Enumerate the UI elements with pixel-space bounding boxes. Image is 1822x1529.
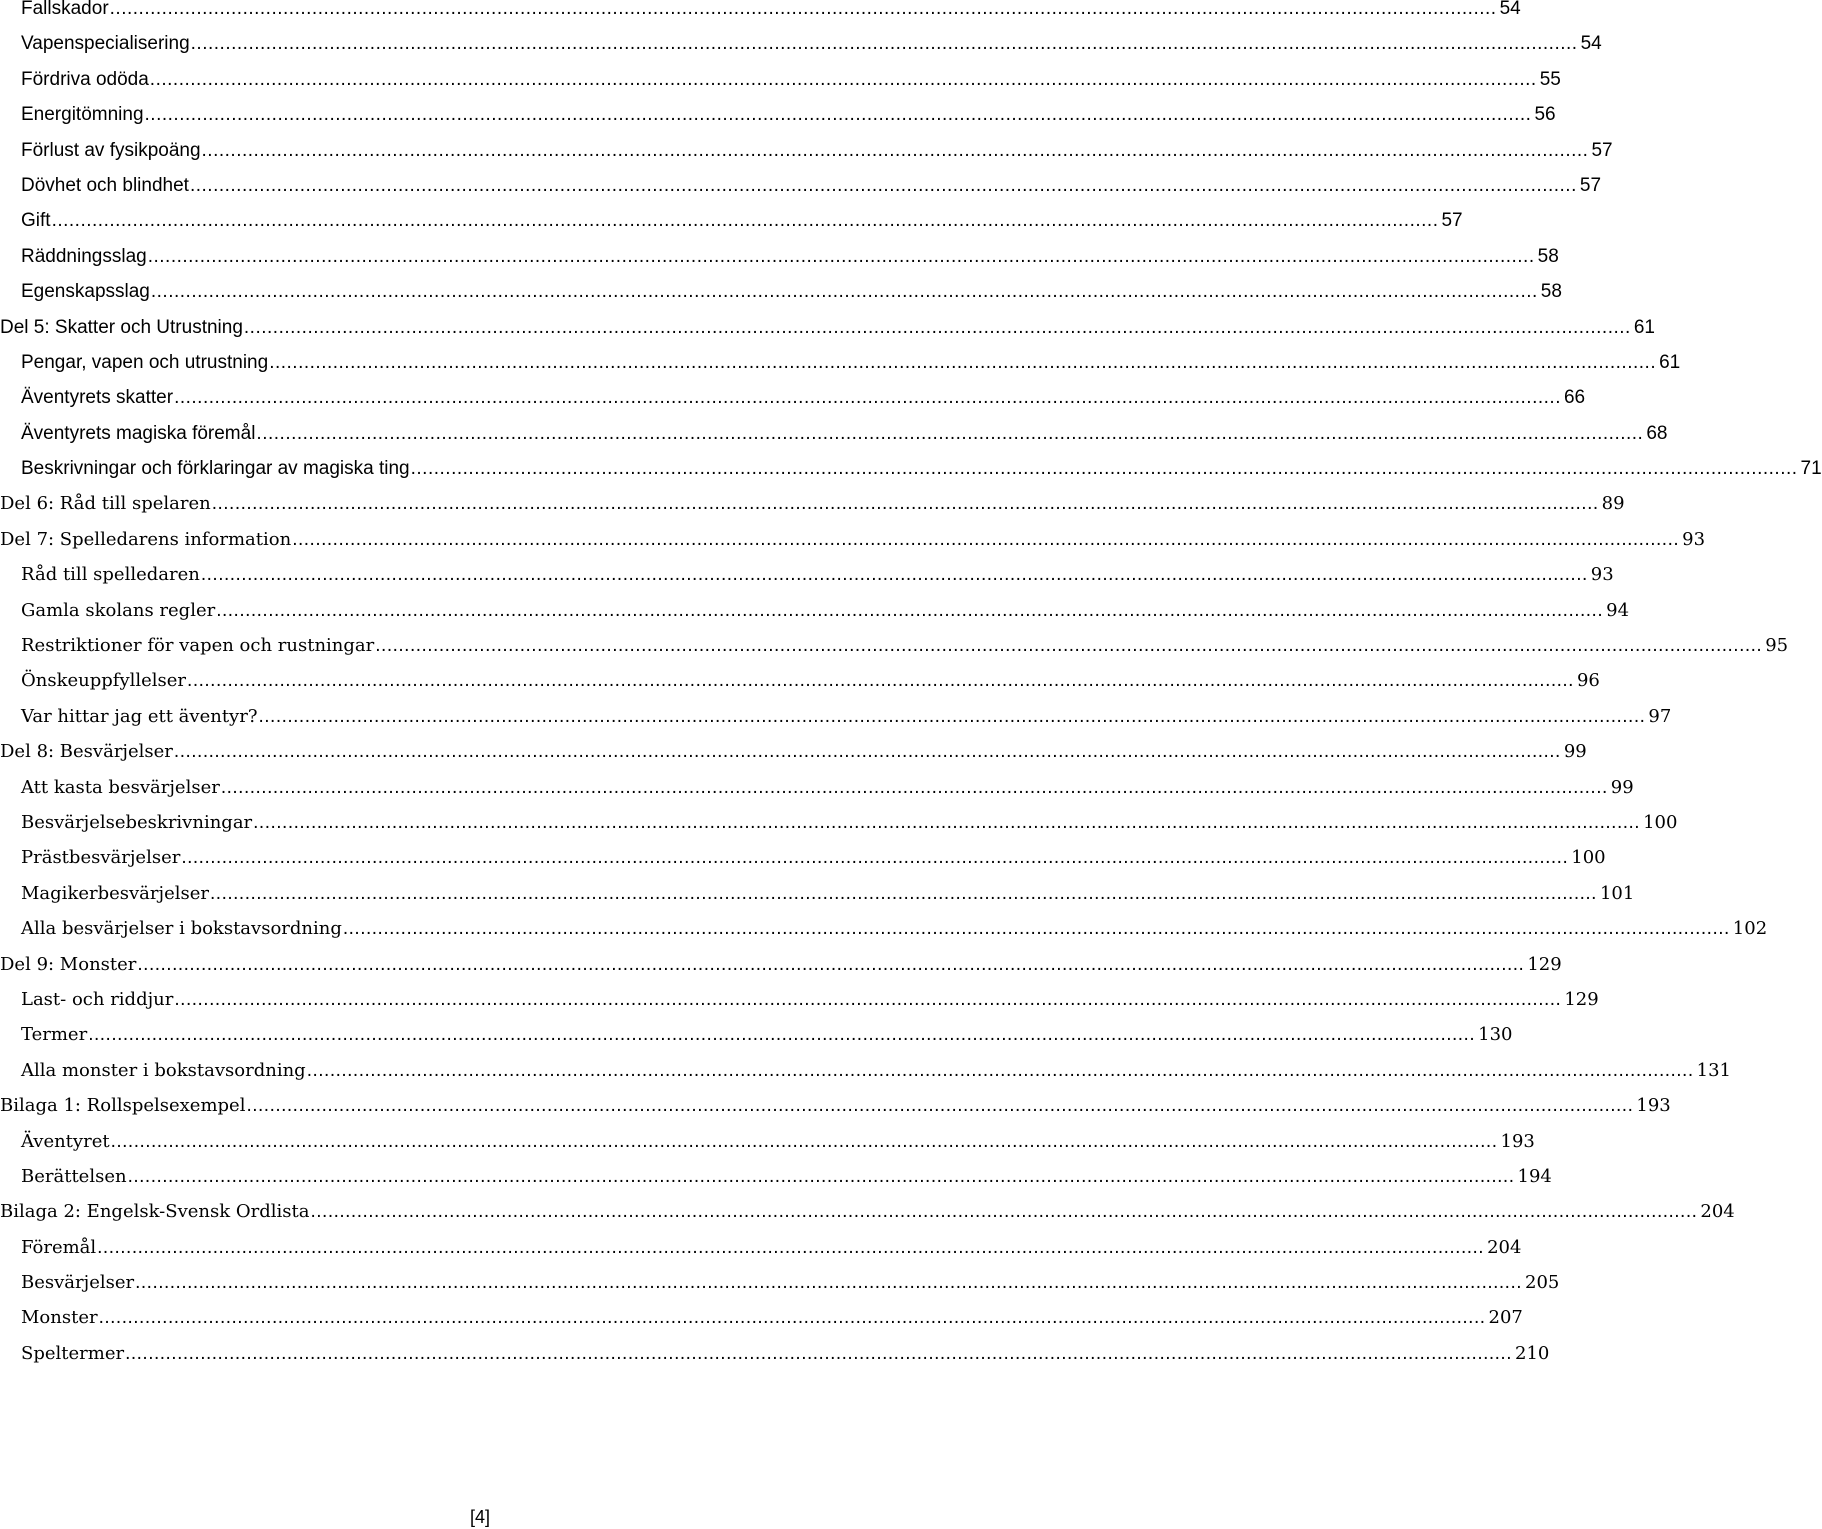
toc-entry[interactable] <box>0 310 1655 345</box>
toc-entry-page-number: 54 <box>1580 33 1602 55</box>
toc-entry-page-number: 193 <box>1500 1130 1535 1152</box>
toc-entry-title: Energitömning <box>21 104 144 126</box>
toc-entry-title: Pengar, vapen och utrustning <box>21 351 269 373</box>
toc-entry-title: Råd till spelledaren <box>21 564 200 586</box>
toc-entry-title: Termer <box>21 1024 88 1046</box>
toc-entry[interactable] <box>0 911 1768 946</box>
toc-entry-page-number: 210 <box>1515 1342 1550 1364</box>
toc-entry[interactable] <box>0 345 1681 380</box>
dot-leader: ................................................................................................................................................................................................................................................ <box>173 741 1561 763</box>
dot-leader: ................................................................................................................................................................................................................................................ <box>310 1201 1698 1223</box>
toc-entry-title: Förlust av fysikpoäng <box>21 139 201 161</box>
toc-entry-title: Berättelsen <box>21 1165 127 1187</box>
dot-leader: ................................................................................................................................................................................................................................................ <box>110 1130 1498 1152</box>
toc-entry[interactable] <box>0 840 1606 875</box>
toc-entry-title: Gamla skolans regler <box>21 599 216 621</box>
toc-entry[interactable] <box>0 0 1521 26</box>
toc-entry[interactable] <box>0 451 1822 486</box>
toc-entry-title: Egenskapsslag <box>21 281 150 303</box>
toc-entry-title: Äventyret <box>21 1130 110 1152</box>
toc-entry-page-number: 204 <box>1487 1236 1522 1258</box>
toc-entry[interactable] <box>0 876 1635 911</box>
toc-entry-title: Alla besvärjelser i bokstavsordning <box>21 918 342 940</box>
toc-entry[interactable] <box>0 133 1613 168</box>
dot-leader: ................................................................................................................................................................................................................................................ <box>253 811 1641 833</box>
dot-leader: ................................................................................................................................................................................................................................................ <box>174 988 1562 1010</box>
toc-entry-title: Bilaga 2: Engelsk-Svensk Ordlista <box>0 1201 310 1223</box>
toc-entry-page-number: 96 <box>1576 670 1600 692</box>
toc-entry[interactable] <box>0 203 1463 238</box>
toc-entry-page-number: 194 <box>1517 1165 1552 1187</box>
toc-entry-title: Del 5: Skatter och Utrustning <box>0 316 243 338</box>
dot-leader: ................................................................................................................................................................................................................................................ <box>150 281 1538 303</box>
toc-entry[interactable] <box>0 1159 1552 1194</box>
dot-leader: ................................................................................................................................................................................................................................................ <box>216 599 1604 621</box>
toc-entry-page-number: 207 <box>1488 1307 1523 1329</box>
toc-entry-page-number: 55 <box>1539 68 1561 90</box>
dot-leader: ................................................................................................................................................................................................................................................ <box>190 33 1578 55</box>
toc-entry-page-number: 71 <box>1800 458 1822 480</box>
toc-entry-page-number: 131 <box>1696 1059 1731 1081</box>
toc-entry[interactable] <box>0 1017 1513 1052</box>
toc-entry-title: Del 7: Spelledarens information <box>0 528 292 550</box>
toc-entry-page-number: 89 <box>1601 493 1625 515</box>
toc-entry-page-number: 193 <box>1636 1095 1671 1117</box>
toc-entry-title: Var hittar jag ett äventyr? <box>21 705 258 727</box>
toc-entry-title: Att kasta besvärjelser <box>21 776 220 798</box>
toc-entry-title: Beskrivningar och förklaringar av magiska ting <box>21 458 410 480</box>
toc-entry-title: Prästbesvärjelser <box>21 847 181 869</box>
toc-entry-page-number: 102 <box>1732 918 1768 940</box>
dot-leader: ................................................................................................................................................................................................................................................ <box>375 635 1763 657</box>
toc-entry[interactable] <box>0 1230 1522 1265</box>
toc-entry-page-number: 57 <box>1579 174 1602 196</box>
dot-leader: ................................................................................................................................................................................................................................................ <box>306 1059 1694 1081</box>
toc-entry-page-number: 93 <box>1682 528 1706 550</box>
dot-leader: ................................................................................................................................................................................................................................................ <box>246 1095 1634 1117</box>
dot-leader: ................................................................................................................................................................................................................................................ <box>410 458 1798 480</box>
toc-entry-title: Fördriva odöda <box>21 68 149 90</box>
dot-leader: ................................................................................................................................................................................................................................................ <box>127 1165 1515 1187</box>
toc-entry-title: Besvärjelser <box>21 1272 135 1294</box>
dot-leader: ................................................................................................................................................................................................................................................ <box>144 104 1532 126</box>
dot-leader: ................................................................................................................................................................................................................................................ <box>292 528 1680 550</box>
toc-entry-page-number: 94 <box>1606 599 1630 621</box>
page-number: [4] <box>469 1507 490 1527</box>
toc-entry-page-number: 57 <box>1591 139 1613 161</box>
dot-leader: ................................................................................................................................................................................................................................................ <box>187 670 1574 692</box>
toc-entry[interactable] <box>0 380 1586 415</box>
dot-leader: ................................................................................................................................................................................................................................................ <box>149 68 1537 90</box>
toc-entry[interactable] <box>0 663 1600 698</box>
toc-entry-page-number: 129 <box>1527 953 1562 975</box>
toc-entry-page-number: 93 <box>1590 564 1614 586</box>
dot-leader: ................................................................................................................................................................................................................................................ <box>135 1272 1523 1294</box>
toc-entry[interactable] <box>0 1300 1523 1335</box>
dot-leader: ................................................................................................................................................................................................................................................ <box>97 1236 1485 1258</box>
dot-leader: ................................................................................................................................................................................................................................................ <box>256 422 1644 444</box>
toc-entry-title: Magikerbesvärjelser <box>21 882 210 904</box>
toc-entry-title: Dövhet och blindhet <box>21 174 189 196</box>
toc-entry-page-number: 204 <box>1700 1201 1735 1223</box>
toc-entry[interactable] <box>0 1265 1560 1300</box>
dot-leader: ................................................................................................................................................................................................................................................ <box>243 316 1631 338</box>
toc-entry[interactable] <box>0 1088 1671 1123</box>
toc-entry[interactable] <box>0 557 1614 592</box>
dot-leader: ................................................................................................................................................................................................................................................ <box>125 1342 1512 1364</box>
toc-entry-page-number: 57 <box>1441 210 1463 232</box>
toc-entry-title: Föremål <box>21 1236 97 1258</box>
toc-entry[interactable] <box>0 26 1602 61</box>
toc-entry-page-number: 66 <box>1563 387 1586 409</box>
dot-leader: ................................................................................................................................................................................................................................................ <box>211 493 1599 515</box>
toc-entry[interactable] <box>0 1336 1550 1371</box>
toc-entry-title: Äventyrets magiska föremål <box>21 422 256 444</box>
toc-entry-title: Del 6: Råd till spelaren <box>0 493 211 515</box>
dot-leader: ................................................................................................................................................................................................................................................ <box>147 245 1535 267</box>
toc-entry-title: Del 8: Besvärjelser <box>0 741 173 763</box>
toc-entry[interactable] <box>0 734 1587 769</box>
toc-entry[interactable] <box>0 982 1599 1017</box>
toc-entry-page-number: 58 <box>1537 245 1559 267</box>
dot-leader: ................................................................................................................................................................................................................................................ <box>88 1024 1476 1046</box>
toc-entry-title: Restriktioner för vapen och rustningar <box>21 635 375 657</box>
dot-leader: ................................................................................................................................................................................................................................................ <box>137 953 1525 975</box>
toc-entry[interactable] <box>0 1124 1535 1159</box>
toc-entry-title: Fallskador <box>21 0 109 19</box>
dot-leader: ................................................................................................................................................................................................................................................ <box>210 882 1597 904</box>
toc-entry-page-number: 61 <box>1633 316 1655 338</box>
toc-entry[interactable] <box>0 486 1625 521</box>
toc-entry[interactable] <box>0 947 1562 982</box>
dot-leader: ................................................................................................................................................................................................................................................ <box>174 387 1561 409</box>
toc-entry-page-number: 99 <box>1610 776 1634 798</box>
dot-leader: ................................................................................................................................................................................................................................................ <box>220 776 1608 798</box>
toc-entry[interactable] <box>0 168 1602 203</box>
toc-entry[interactable] <box>0 522 1706 557</box>
toc-entry[interactable] <box>0 593 1630 628</box>
dot-leader: ................................................................................................................................................................................................................................................ <box>109 0 1497 19</box>
toc-entry[interactable] <box>0 1194 1735 1229</box>
dot-leader: ................................................................................................................................................................................................................................................ <box>51 210 1439 232</box>
dot-leader: ................................................................................................................................................................................................................................................ <box>181 847 1569 869</box>
toc-entry-page-number: 95 <box>1765 635 1789 657</box>
toc-entry-title: Bilaga 1: Rollspelsexempel <box>0 1095 246 1117</box>
toc-entry[interactable] <box>0 239 1559 274</box>
toc-entry-page-number: 56 <box>1534 104 1556 126</box>
toc-entry-page-number: 61 <box>1659 351 1681 373</box>
toc-entry-title: Del 9: Monster <box>0 953 137 975</box>
toc-entry-title: Vapenspecialisering <box>21 33 190 55</box>
toc-entry-page-number: 101 <box>1599 882 1635 904</box>
toc-entry[interactable] <box>0 62 1561 97</box>
toc-entry-page-number: 130 <box>1478 1024 1513 1046</box>
dot-leader: ................................................................................................................................................................................................................................................ <box>201 139 1589 161</box>
toc-entry-title: Önskeuppfyllelser <box>21 670 187 692</box>
toc-entry-page-number: 205 <box>1525 1272 1560 1294</box>
dot-leader: ................................................................................................................................................................................................................................................ <box>200 564 1588 586</box>
toc-entry[interactable] <box>0 97 1556 132</box>
toc-entry-title: Besvärjelsebeskrivningar <box>21 811 253 833</box>
toc-entry-title: Speltermer <box>21 1342 125 1364</box>
toc-entry-title: Last- och riddjur <box>21 988 174 1010</box>
toc-entry-page-number: 58 <box>1540 281 1562 303</box>
dot-leader: ................................................................................................................................................................................................................................................ <box>258 705 1646 727</box>
toc-entry[interactable] <box>0 699 1672 734</box>
dot-leader: ................................................................................................................................................................................................................................................ <box>98 1307 1486 1329</box>
toc-entry[interactable] <box>0 274 1562 309</box>
toc-entry-title: Äventyrets skatter <box>21 387 174 409</box>
toc-entry-page-number: 100 <box>1571 847 1606 869</box>
toc-entry[interactable] <box>0 805 1678 840</box>
toc-entry[interactable] <box>0 628 1789 663</box>
toc-entry-page-number: 100 <box>1643 811 1678 833</box>
dot-leader: ................................................................................................................................................................................................................................................ <box>342 918 1730 940</box>
dot-leader: ................................................................................................................................................................................................................................................ <box>189 174 1577 196</box>
toc-entry-page-number: 99 <box>1563 741 1587 763</box>
toc-entry-title: Gift <box>21 210 51 232</box>
toc-entry-title: Räddningsslag <box>21 245 147 267</box>
toc-entry-page-number: 54 <box>1499 0 1521 19</box>
toc-entry-page-number: 97 <box>1648 705 1672 727</box>
toc-entry[interactable] <box>0 416 1668 451</box>
toc-entry-page-number: 129 <box>1564 988 1599 1010</box>
toc-entry[interactable] <box>0 770 1634 805</box>
toc-entry-page-number: 68 <box>1646 422 1668 444</box>
dot-leader: ................................................................................................................................................................................................................................................ <box>269 351 1657 373</box>
toc-entry[interactable] <box>0 1053 1731 1088</box>
toc-entry-title: Alla monster i bokstavsordning <box>21 1059 306 1081</box>
toc-entry-title: Monster <box>21 1307 98 1329</box>
